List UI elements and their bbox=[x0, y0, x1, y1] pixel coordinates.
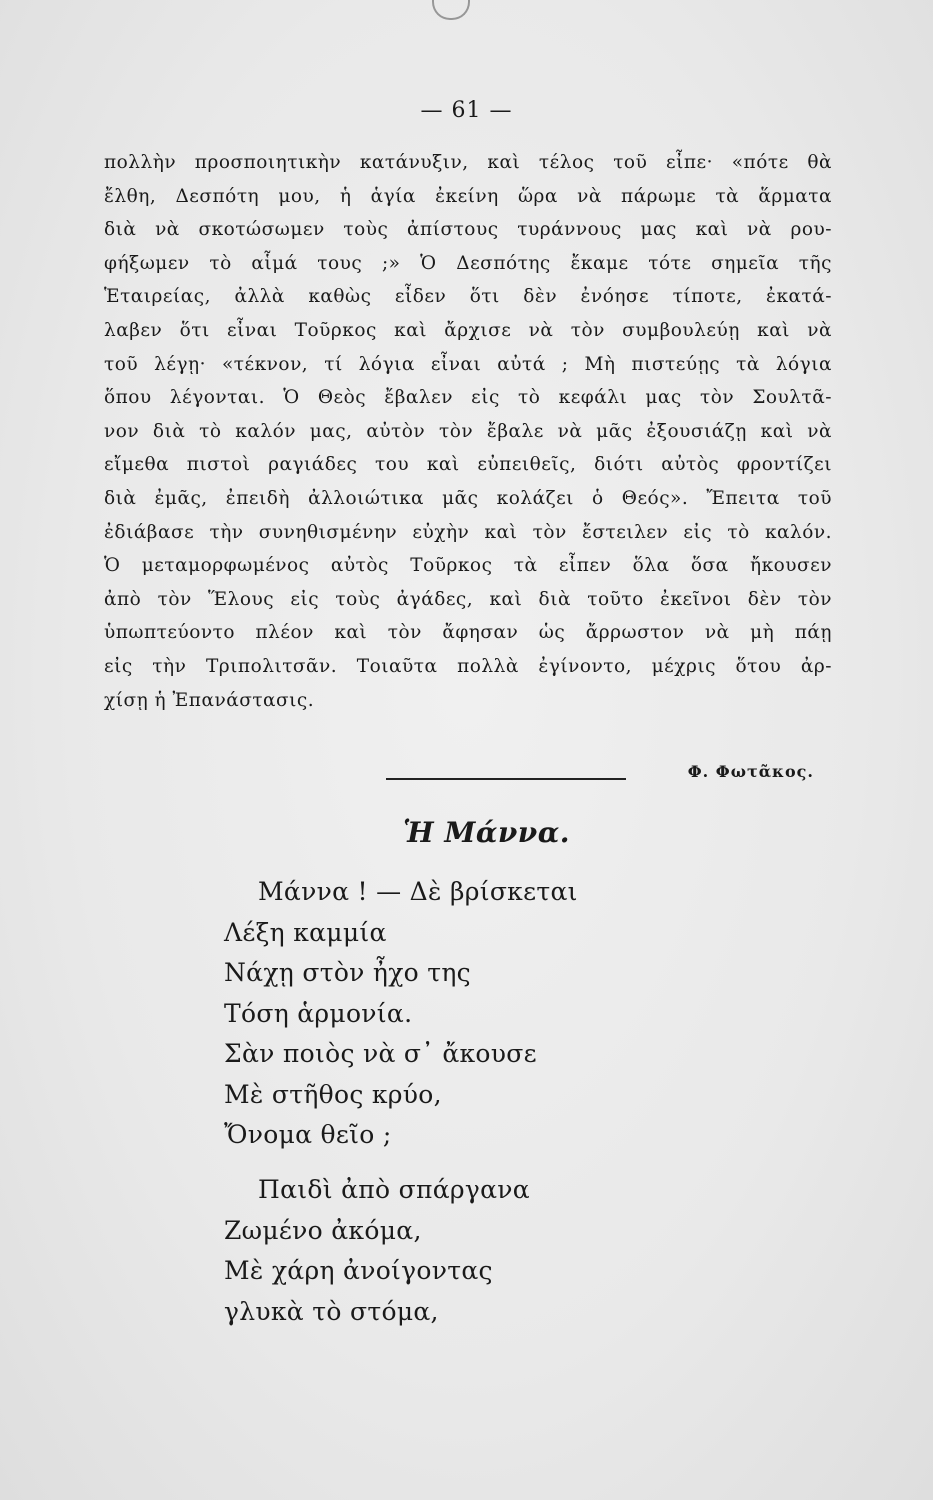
prose-line: εἰς τὴν Τριπολιτσᾶν. Τοιαῦτα πολλὰ ἐγίνοντο, μέχρις ὅτου ἀρ- bbox=[104, 655, 832, 677]
prose-line: διὰ ἐμᾶς, ἐπειδὴ ἀλλοιώτικα μᾶς κολάζει ὁ Θεός». Ἔπειτα τοῦ bbox=[104, 487, 832, 509]
prose-line: ὅπου λέγονται. Ὁ Θεὸς ἔβαλεν εἰς τὸ κεφάλι μας τὸν Σουλτᾶ- bbox=[104, 387, 832, 409]
prose-line: φήξωμεν τὸ αἷμά τους ;» Ὁ Δεσπότης ἔκαμε τότε σημεῖα τῆς bbox=[104, 252, 832, 274]
author-signature: Φ. Φωτᾶκος. bbox=[687, 762, 814, 781]
prose-line: διὰ νὰ σκοτώσωμεν τοὺς ἀπίστους τυράννους μας καὶ νὰ ρου- bbox=[104, 219, 832, 241]
poem-verse: Ζωμένο ἀκόμα, bbox=[224, 1215, 422, 1245]
prose-line: ὑπωπτεύοντο πλέον καὶ τὸν ἄφησαν ὡς ἄρρωστον νὰ μὴ πάῃ bbox=[104, 622, 832, 644]
poem-title: Ἡ Μάννα. bbox=[402, 816, 571, 849]
prose-line: τοῦ λέγῃ· «τέκνον, τί λόγια εἶναι αὐτά ; Μὴ πιστεύῃς τὰ λόγια bbox=[104, 353, 832, 375]
page-number: — 61 — bbox=[420, 98, 513, 123]
prose-line: εἴμεθα πιστοὶ ραγιάδες του καὶ εὐπειθεῖς, διότι αὐτὸς φροντίζει bbox=[104, 454, 832, 476]
prose-line: ἐδιάβασε τὴν συνηθισμένην εὐχὴν καὶ τὸν ἔστειλεν εἰς τὸ καλόν. bbox=[104, 521, 832, 543]
prose-line: Ὁ μεταμορφωμένος αὐτὸς Τοῦρκος τὰ εἶπεν ὅλα ὅσα ἤκουσεν bbox=[104, 555, 832, 577]
prose-line: νον διὰ τὸ καλόν μας, αὐτὸν τὸν ἔβαλε νὰ μᾶς ἐξουσιάζῃ καὶ νὰ bbox=[104, 420, 832, 442]
page-fold-mark bbox=[432, 0, 470, 20]
poem-verse: Μὲ στῆθος κρύο, bbox=[224, 1079, 442, 1109]
poem-verse: Νάχῃ στὸν ἦχο της bbox=[224, 958, 471, 987]
section-separator bbox=[386, 778, 626, 780]
prose-line: πολλὴν προσποιητικὴν κατάνυξιν, καὶ τέλος τοῦ εἶπε· «πότε θὰ bbox=[104, 152, 832, 173]
signature-row bbox=[104, 756, 832, 786]
poem-verse: Σὰν ποιὸς νὰ σ᾽ ἄκουσε bbox=[224, 1039, 537, 1068]
poem-stanza-2 bbox=[224, 1170, 530, 1332]
poem-verse: Λέξη καμμία bbox=[224, 917, 387, 947]
prose-line: λαβεν ὅτι εἶναι Τοῦρκος καὶ ἄρχισε νὰ τὸν συμβουλεύῃ καὶ νὰ bbox=[104, 319, 832, 341]
poem-stanza-1 bbox=[224, 872, 578, 1156]
prose-line: χίσῃ ἡ Ἐπανάστασις. bbox=[104, 689, 315, 711]
poem-verse: Μάννα ! — Δὲ βρίσκεται bbox=[258, 877, 578, 906]
prose-body bbox=[104, 146, 832, 717]
poem-verse: Ὄνομα θεῖο ; bbox=[224, 1120, 392, 1149]
prose-line: ἔλθη, Δεσπότη μου, ἡ ἁγία ἐκείνη ὥρα νὰ πάρωμε τὰ ἅρματα bbox=[104, 185, 832, 207]
poem-verse: γλυκὰ τὸ στόμα, bbox=[224, 1296, 439, 1326]
poem-verse: Τόση ἁρμονία. bbox=[224, 998, 413, 1028]
prose-line: ἀπὸ τὸν Ἕλους εἰς τοὺς ἀγάδες, καὶ διὰ τοῦτο ἐκεῖνοι δὲν τὸν bbox=[104, 588, 832, 610]
poem-verse: Παιδὶ ἀπὸ σπάργανα bbox=[258, 1175, 530, 1204]
prose-line: Ἑταιρείας, ἀλλὰ καθὼς εἶδεν ὅτι δὲν ἐνόησε τίποτε, ἐκατά- bbox=[104, 286, 832, 308]
poem-verse: Μὲ χάρη ἀνοίγοντας bbox=[224, 1256, 493, 1285]
